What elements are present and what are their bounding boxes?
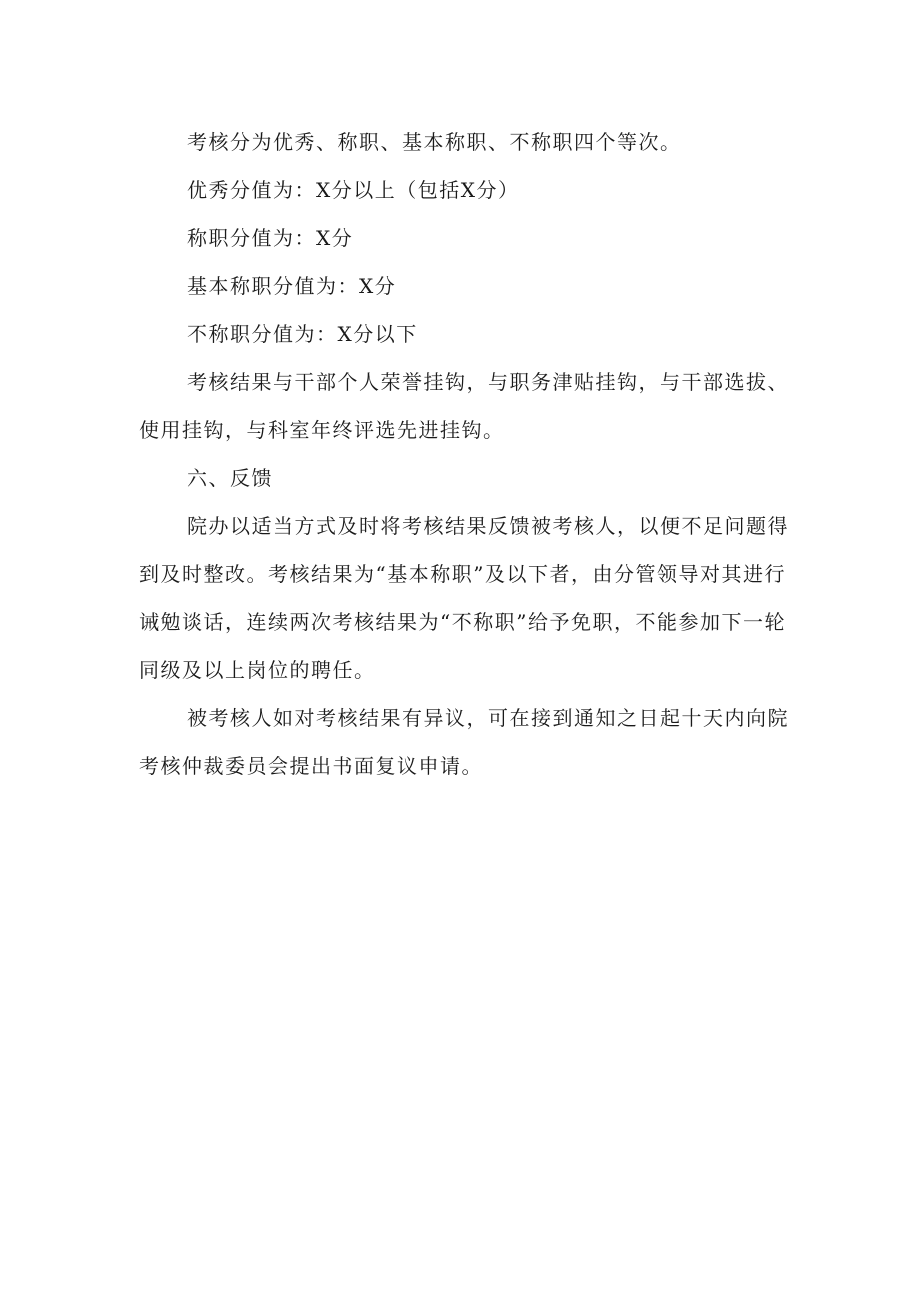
paragraph-result-linkage: 考核结果与干部个人荣誉挂钩，与职务津贴挂钩，与干部选拔、使用挂钩，与科室年终评选先进挂钩。	[139, 370, 789, 442]
paragraph-excellent-score: 优秀分值为：X分以上（包括X分）	[187, 178, 520, 202]
section-heading-feedback: 六、反馈	[187, 466, 273, 490]
paragraph-competent-score: 称职分值为：X分	[187, 226, 354, 250]
paragraph-appeal: 被考核人如对考核结果有异议，可在接到通知之日起十天内向院考核仲裁委员会提出书面复议申请。	[139, 706, 789, 778]
paragraph-grading-levels: 考核分为优秀、称职、基本称职、不称职四个等次。	[187, 130, 682, 154]
document-body	[139, 118, 799, 790]
paragraph-basically-competent-score: 基本称职分值为：X分	[187, 274, 397, 298]
paragraph-feedback-process: 院办以适当方式及时将考核结果反馈被考核人，以便不足问题得到及时整改。考核结果为“基本称职”及以下者，由分管领导对其进行诫勉谈话，连续两次考核结果为“不称职”给予免职，不能参加下一轮同级及以上岗位的聘任。	[139, 514, 789, 682]
paragraph-incompetent-score: 不称职分值为：X分以下	[187, 322, 418, 346]
